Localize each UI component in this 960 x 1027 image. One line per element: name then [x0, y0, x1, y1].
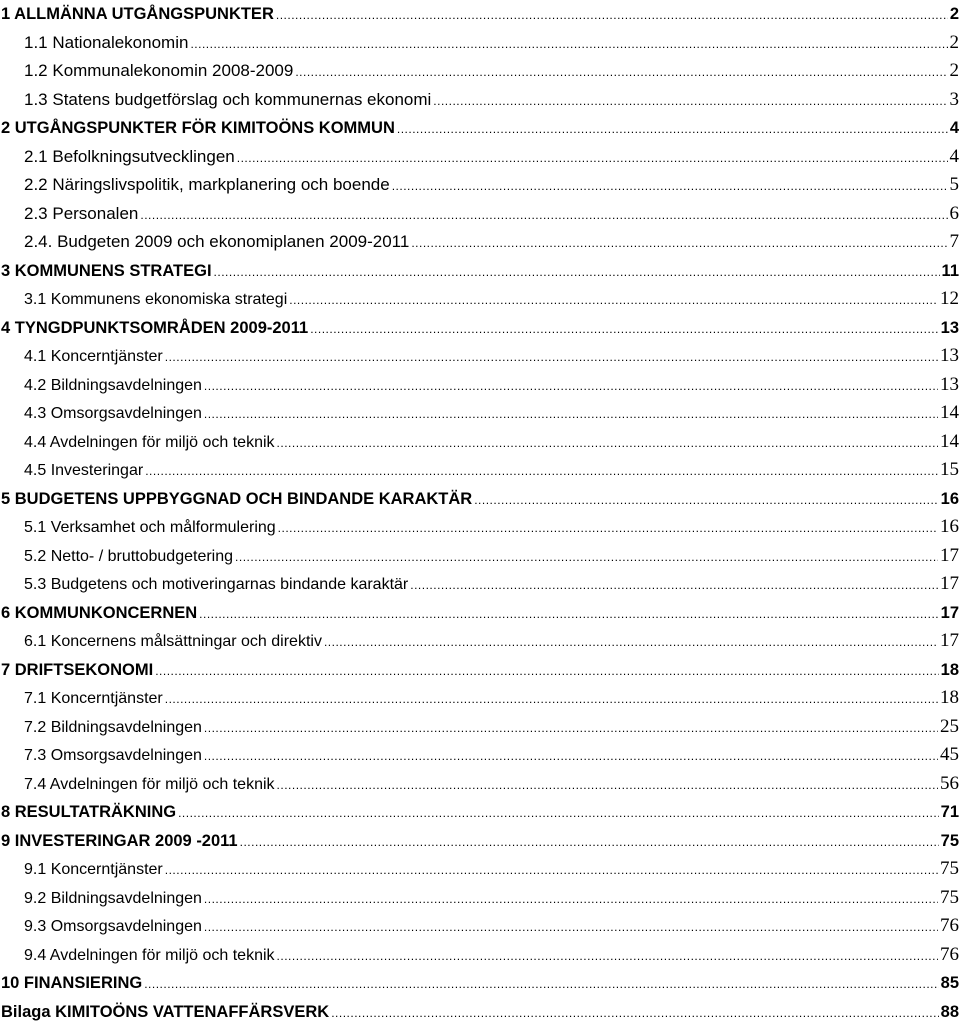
toc-dot-leader: [165, 685, 938, 714]
toc-entry-title: 7.1 Koncerntjänster: [24, 685, 163, 714]
toc-entry-title: 2 UTGÅNGSPUNKTER FÖR KIMITOÖNS KOMMUN: [1, 114, 395, 143]
toc-entry-section-7-3[interactable]: [0, 741, 960, 770]
toc-dot-leader: [474, 486, 938, 515]
toc-entry-title: 3.1 Kommunens ekonomiska strategi: [24, 286, 287, 315]
toc-entry-chapter-6[interactable]: [0, 599, 960, 628]
toc-dot-leader: [433, 87, 947, 116]
toc-entry-title: 1.1 Nationalekonomin: [24, 29, 188, 58]
toc-entry-title: 1 ALLMÄNNA UTGÅNGSPUNKTER: [1, 0, 274, 29]
toc-entry-title: 9.4 Avdelningen för miljö och teknik: [24, 942, 275, 971]
toc-dot-leader: [155, 657, 938, 686]
toc-page-number: 17: [940, 627, 960, 656]
toc-page-number: 4: [950, 114, 960, 143]
toc-entry-title: 9.2 Bildningsavdelningen: [24, 885, 202, 914]
toc-dot-leader: [278, 514, 938, 543]
toc-entry-title: 4.3 Omsorgsavdelningen: [24, 400, 202, 429]
toc-page-number: 13: [940, 371, 960, 400]
toc-entry-section-9-2[interactable]: [0, 884, 960, 913]
toc-entry-chapter-4[interactable]: [0, 314, 960, 343]
toc-dot-leader: [145, 457, 938, 486]
toc-page-number: 75: [941, 827, 960, 856]
toc-page-number: 17: [941, 599, 960, 628]
toc-page-number: 14: [940, 399, 960, 428]
toc-dot-leader: [277, 771, 938, 800]
toc-page-number: 17: [940, 542, 960, 571]
toc-entry-chapter-5[interactable]: [0, 485, 960, 514]
toc-entry-title: Bilaga KIMITOÖNS VATTENAFFÄRSVERK: [1, 998, 329, 1027]
toc-entry-section-1-3[interactable]: [0, 86, 960, 115]
toc-dot-leader: [204, 372, 938, 401]
toc-entry-title: 5.1 Verksamhet och målformulering: [24, 514, 276, 543]
toc-page-number: 2: [950, 29, 960, 58]
toc-entry-title: 8 RESULTATRÄKNING: [1, 798, 176, 827]
toc-page-number: 16: [941, 485, 960, 514]
toc-entry-section-5-1[interactable]: [0, 513, 960, 542]
toc-entry-section-5-3[interactable]: [0, 570, 960, 599]
toc-entry-section-9-3[interactable]: [0, 912, 960, 941]
toc-page-number: 2: [950, 0, 960, 29]
toc-page-number: 71: [941, 798, 960, 827]
toc-entry-section-5-2[interactable]: [0, 542, 960, 571]
toc-page-number: 76: [940, 941, 960, 970]
toc-entry-chapter-2[interactable]: [0, 114, 960, 143]
toc-dot-leader: [204, 714, 938, 743]
toc-dot-leader: [199, 600, 938, 629]
toc-dot-leader: [310, 315, 938, 344]
toc-entry-title: 9.3 Omsorgsavdelningen: [24, 913, 202, 942]
toc-entry-chapter-7[interactable]: [0, 656, 960, 685]
toc-dot-leader: [324, 628, 938, 657]
toc-page-number: 5: [950, 171, 960, 200]
toc-entry-section-3-1[interactable]: [0, 285, 960, 314]
toc-entry-section-7-2[interactable]: [0, 713, 960, 742]
toc-dot-leader: [165, 856, 938, 885]
toc-dot-leader: [144, 970, 938, 999]
toc-entry-title: 7.2 Bildningsavdelningen: [24, 714, 202, 743]
toc-page-number: 18: [941, 656, 960, 685]
toc-page-number: 16: [940, 513, 960, 542]
toc-entry-chapter-10[interactable]: [0, 969, 960, 998]
toc-entry-title: 2.4. Budgeten 2009 och ekonomiplanen 2009-2011: [24, 228, 409, 257]
toc-page-number: 76: [940, 912, 960, 941]
toc-dot-leader: [178, 799, 939, 828]
toc-entry-title: 4.1 Koncerntjänster: [24, 343, 163, 372]
toc-page-number: 12: [940, 285, 960, 314]
toc-dot-leader: [411, 229, 947, 258]
toc-entry-section-7-1[interactable]: [0, 684, 960, 713]
toc-dot-leader: [277, 942, 938, 971]
toc-entry-section-6-1[interactable]: [0, 627, 960, 656]
toc-page-number: 2: [950, 57, 960, 86]
toc-dot-leader: [397, 115, 948, 144]
toc-entry-chapter-3[interactable]: [0, 257, 960, 286]
toc-page-number: 6: [950, 200, 960, 229]
toc-entry-section-1-1[interactable]: [0, 29, 960, 58]
toc-entry-chapter-1[interactable]: [0, 0, 960, 29]
toc-entry-title: 2.2 Näringslivspolitik, markplanering och boende: [24, 171, 390, 200]
toc-entry-chapter-9[interactable]: [0, 827, 960, 856]
toc-entry-chapter-8[interactable]: [0, 798, 960, 827]
toc-page-number: 7: [950, 228, 960, 257]
toc-page-number: 13: [940, 342, 960, 371]
toc-page-number: 15: [940, 456, 960, 485]
toc-entry-title: 6.1 Koncernens målsättningar och direktiv: [24, 628, 322, 657]
toc-entry-appendix[interactable]: [0, 998, 960, 1027]
toc-entry-title: 3 KOMMUNENS STRATEGI: [1, 257, 212, 286]
toc-page-number: 85: [941, 969, 960, 998]
toc-entry-section-9-4[interactable]: [0, 941, 960, 970]
toc-entry-section-7-4[interactable]: [0, 770, 960, 799]
toc-page-number: 3: [950, 86, 960, 115]
toc-entry-section-2-4[interactable]: [0, 228, 960, 257]
toc-entry-section-4-2[interactable]: [0, 371, 960, 400]
toc-entry-title: 5.3 Budgetens och motiveringarnas bindande karaktär: [24, 571, 408, 600]
toc-entry-title: 2.1 Befolkningsutvecklingen: [24, 143, 235, 172]
toc-dot-leader: [204, 885, 938, 914]
toc-dot-leader: [214, 258, 940, 287]
toc-page-number: 25: [940, 713, 960, 742]
toc-entry-section-2-1[interactable]: [0, 143, 960, 172]
toc-entry-title: 4.2 Bildningsavdelningen: [24, 372, 202, 401]
toc-dot-leader: [331, 999, 938, 1027]
toc-entry-section-4-5[interactable]: [0, 456, 960, 485]
toc-dot-leader: [295, 58, 947, 87]
toc-dot-leader: [240, 828, 939, 857]
toc-entry-title: 5.2 Netto- / bruttobudgetering: [24, 543, 233, 572]
toc-dot-leader: [410, 571, 938, 600]
toc-entry-title: 7.4 Avdelningen för miljö och teknik: [24, 771, 275, 800]
toc-entry-title: 1.3 Statens budgetförslag och kommunernas ekonomi: [24, 86, 431, 115]
toc-dot-leader: [235, 543, 938, 572]
toc-entry-title: 5 BUDGETENS UPPBYGGNAD OCH BINDANDE KARAKTÄR: [1, 485, 472, 514]
toc-entry-section-2-3[interactable]: [0, 200, 960, 229]
toc-entry-section-1-2[interactable]: [0, 57, 960, 86]
toc-dot-leader: [190, 30, 947, 59]
toc-page-number: 14: [940, 428, 960, 457]
toc-dot-leader: [289, 286, 938, 315]
toc-page-number: 11: [942, 257, 960, 286]
toc-entry-title: 1.2 Kommunalekonomin 2008-2009: [24, 57, 293, 86]
toc-dot-leader: [140, 201, 947, 230]
toc-dot-leader: [276, 1, 948, 30]
toc-dot-leader: [204, 742, 938, 771]
toc-entry-section-2-2[interactable]: [0, 171, 960, 200]
toc-entry-section-4-1[interactable]: [0, 342, 960, 371]
toc-entry-section-9-1[interactable]: [0, 855, 960, 884]
toc-page-number: 75: [940, 855, 960, 884]
toc-entry-title: 4.4 Avdelningen för miljö och teknik: [24, 429, 275, 458]
toc-entry-title: 6 KOMMUNKONCERNEN: [1, 599, 197, 628]
toc-dot-leader: [392, 172, 948, 201]
toc-entry-title: 4 TYNGDPUNKTSOMRÅDEN 2009-2011: [1, 314, 308, 343]
toc-dot-leader: [204, 913, 938, 942]
toc-entry-title: 9 INVESTERINGAR 2009 -2011: [1, 827, 238, 856]
toc-entry-title: 7 DRIFTSEKONOMI: [1, 656, 153, 685]
toc-page-number: 18: [940, 684, 960, 713]
toc-dot-leader: [204, 400, 938, 429]
toc-entry-title: 9.1 Koncerntjänster: [24, 856, 163, 885]
toc-entry-title: 4.5 Investeringar: [24, 457, 143, 486]
toc-entry-title: 2.3 Personalen: [24, 200, 138, 229]
toc-page-number: 13: [941, 314, 960, 343]
toc-page-number: 17: [940, 570, 960, 599]
toc-dot-leader: [277, 429, 938, 458]
toc-page-number: 45: [940, 741, 960, 770]
toc-entry-title: 10 FINANSIERING: [1, 969, 142, 998]
toc-page-number: 4: [950, 143, 960, 172]
toc-entry-title: 7.3 Omsorgsavdelningen: [24, 742, 202, 771]
toc-entry-section-4-3[interactable]: [0, 399, 960, 428]
toc-page-number: 56: [940, 770, 960, 799]
toc-page-number: 88: [941, 998, 960, 1027]
toc-dot-leader: [237, 144, 948, 173]
toc-entry-section-4-4[interactable]: [0, 428, 960, 457]
toc-dot-leader: [165, 343, 938, 372]
toc-page-number: 75: [940, 884, 960, 913]
